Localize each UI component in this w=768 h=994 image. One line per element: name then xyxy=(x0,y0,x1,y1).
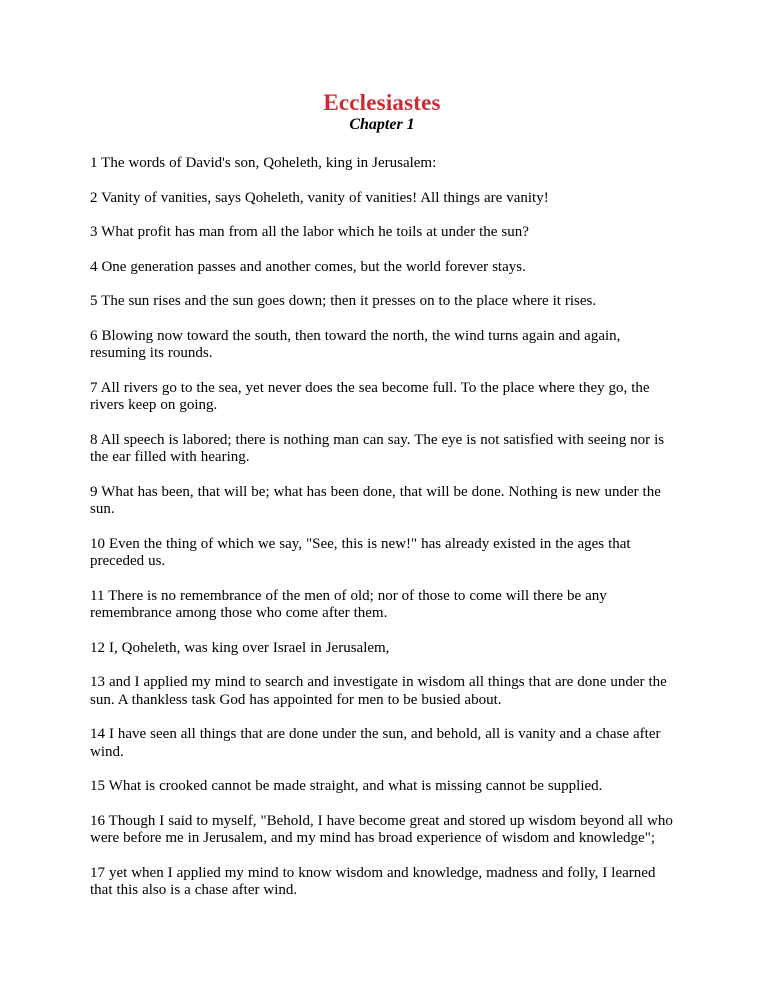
verse-16: 16 Though I said to myself, "Behold, I have become great and stored up wisdom beyond all who were before me in Jerusalem, and my mind has broad experience of wisdom and knowledge"; xyxy=(90,812,673,846)
verse-10: 10 Even the thing of which we say, "See, this is new!" has already existed in the ages that preceded us. xyxy=(90,535,631,569)
verse-5: 5 The sun rises and the sun goes down; then it presses on to the place where it rises. xyxy=(90,293,597,309)
verse-14: 14 I have seen all things that are done under the sun, and behold, all is vanity and a chase after wind. xyxy=(90,726,661,760)
verse-17: 17 yet when I applied my mind to know wisdom and knowledge, madness and folly, I learned that this also is a chase after wind. xyxy=(90,864,656,898)
chapter-heading: Chapter 1 xyxy=(349,116,415,133)
verse-15: 15 What is crooked cannot be made straight, and what is missing cannot be supplied. xyxy=(90,778,603,794)
verse-4: 4 One generation passes and another comes, but the world forever stays. xyxy=(90,258,526,275)
verse-6: 6 Blowing now toward the south, then toward the north, the wind turns again and again, resuming its rounds. xyxy=(90,327,621,361)
verse-13: 13 and I applied my mind to search and investigate in wisdom all things that are done under the sun. A thankless task God has appointed for men to be busied about. xyxy=(90,674,667,708)
verse-list xyxy=(90,155,674,900)
verse-7: 7 All rivers go to the sea, yet never does the sea become full. To the place where they go, the rivers keep on going. xyxy=(90,379,650,413)
verse-12: 12 I, Qoheleth, was king over Israel in Jerusalem, xyxy=(90,639,390,656)
book-title: Ecclesiastes xyxy=(323,90,441,115)
verse-1: 1 The words of David's son, Qoheleth, king in Jerusalem: xyxy=(90,155,437,171)
verse-8: 8 All speech is labored; there is nothing man can say. The eye is not satisfied with seeing nor is the ear filled with hearing. xyxy=(90,431,665,465)
verse-11: 11 There is no remembrance of the men of old; nor of those to come will there be any remembrance among those who come after them. xyxy=(90,587,607,621)
verse-9: 9 What has been, that will be; what has been done, that will be done. Nothing is new under the sun. xyxy=(90,483,661,517)
verse-2: 2 Vanity of vanities, says Qoheleth, vanity of vanities! All things are vanity! xyxy=(90,189,549,206)
verse-3: 3 What profit has man from all the labor which he toils at under the sun? xyxy=(90,224,529,240)
